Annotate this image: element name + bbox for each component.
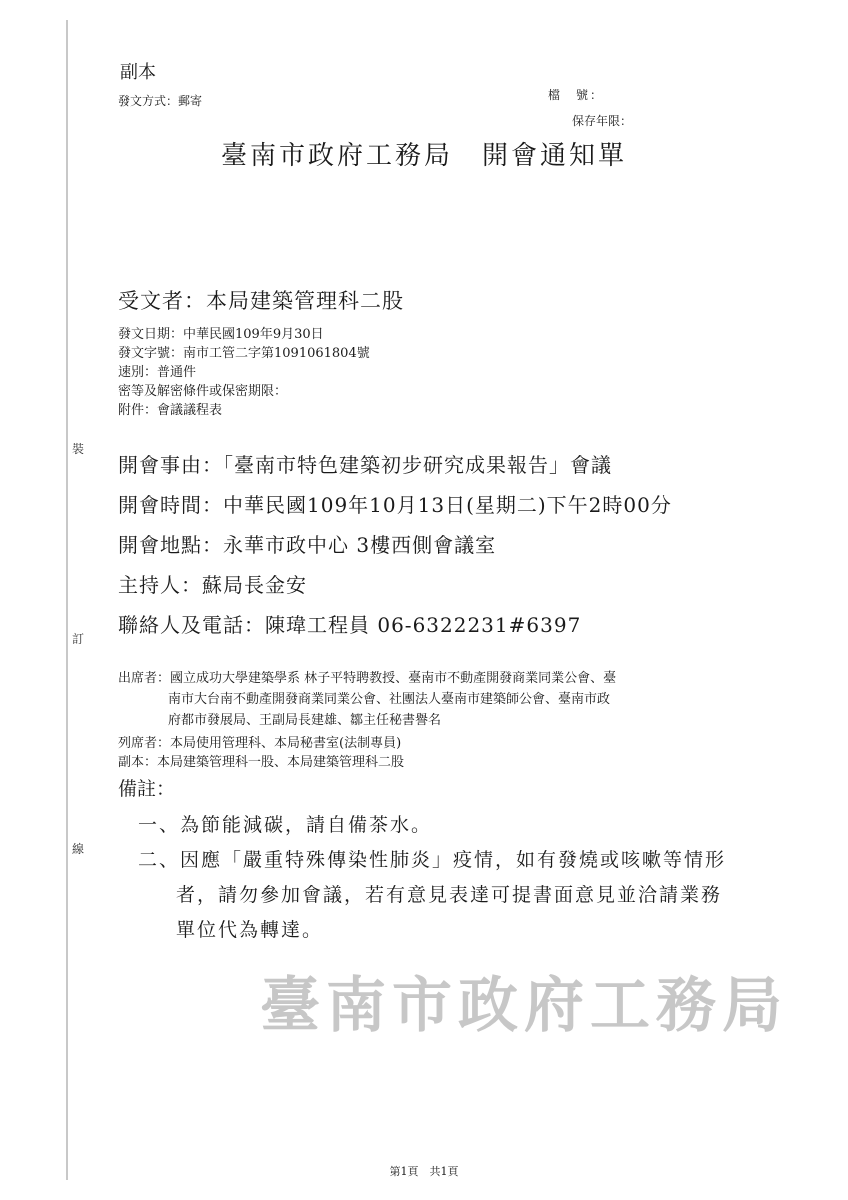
cc-list: 副本：本局建築管理科一股、本局建築管理科二股 bbox=[118, 755, 405, 770]
meeting-subject: 開會事由：「臺南市特色建築初步研究成果報告」會議 bbox=[118, 453, 612, 477]
retention-period: 保存年限： bbox=[572, 114, 633, 128]
speed-class: 速別：普通件 bbox=[118, 365, 197, 380]
security-level: 密等及解密條件或保密期限： bbox=[118, 384, 288, 399]
note-item-2-line-3: 單位代為轉達。 bbox=[176, 919, 324, 941]
observers: 列席者：本局使用管理科、本局秘書室(法制專員) bbox=[118, 736, 402, 751]
meeting-time: 開會時間：中華民國109年10月13日(星期二)下午2時00分 bbox=[118, 493, 672, 517]
binding-mark-bottom: 線 bbox=[72, 842, 85, 856]
file-number: 檔 號： bbox=[548, 88, 605, 102]
copy-label: 副本 bbox=[120, 62, 156, 83]
note-item-2-line-1: 二、因應「嚴重特殊傳染性肺炎」疫情，如有發燒或咳嗽等情形 bbox=[138, 849, 727, 871]
attendees-line-3: 府都市發展局、王副局長建雄、鄒主任秘書譽名 bbox=[168, 713, 442, 728]
note-item-1: 一、為節能減碳，請自備茶水。 bbox=[138, 814, 433, 836]
binding-margin-line bbox=[66, 20, 68, 1180]
binding-mark-middle: 訂 bbox=[72, 632, 85, 646]
page-footer: 第1頁 共1頁 bbox=[389, 1165, 459, 1178]
meeting-contact: 聯絡人及電話：陳瑋工程員 06-6322231#6397 bbox=[118, 613, 582, 637]
send-method: 發文方式：郵寄 bbox=[118, 94, 203, 108]
document-number: 發文字號：南市工管二字第1091061804號 bbox=[118, 346, 370, 361]
attachment: 附件：會議議程表 bbox=[118, 403, 223, 418]
meeting-host: 主持人：蘇局長金安 bbox=[118, 573, 307, 597]
attendees-line-1: 出席者：國立成功大學建築學系 林子平特聘教授、臺南市不動產開發商業同業公會、臺 bbox=[118, 671, 617, 686]
official-seal-stamp: 臺南市政府工務局 bbox=[260, 971, 788, 1041]
attendees-line-2: 南市大台南不動產開發商業同業公會、社團法人臺南市建築師公會、臺南市政 bbox=[168, 692, 611, 707]
page-title: 臺南市政府工務局 開會通知單 bbox=[220, 141, 627, 171]
notes-label: 備註： bbox=[118, 778, 176, 800]
meeting-place: 開會地點：永華市政中心 3樓西側會議室 bbox=[118, 533, 497, 557]
receiver: 受文者：本局建築管理科二股 bbox=[118, 289, 404, 313]
note-item-2-line-2: 者，請勿參加會議，若有意見表達可提書面意見並洽請業務 bbox=[176, 884, 723, 906]
issue-date: 發文日期：中華民國109年9月30日 bbox=[118, 327, 324, 342]
binding-mark-top: 裝 bbox=[72, 442, 85, 456]
